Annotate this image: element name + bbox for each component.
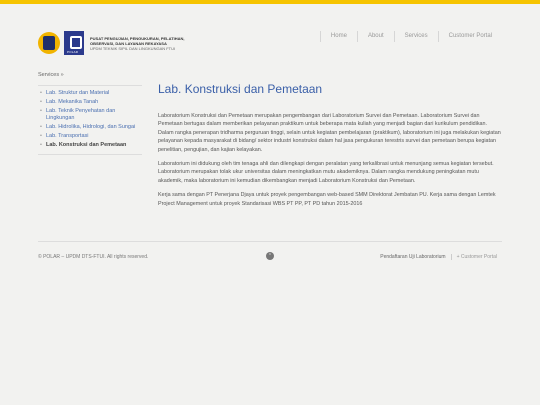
footer-links	[375, 254, 502, 260]
sidebar-item-konstruksi	[38, 141, 142, 150]
sidebar-title: Services »	[38, 72, 64, 78]
main-content	[158, 82, 502, 214]
sidebar-divider	[38, 85, 142, 86]
sidebar-link-konstruksi[interactable]: Lab. Konstruksi dan Pemetaan	[46, 142, 127, 148]
sidebar-list	[38, 89, 142, 150]
nav-customer-portal[interactable]: Customer Portal	[438, 31, 502, 42]
nav-services[interactable]: Services	[394, 31, 438, 42]
logo-line-2: OBSERVASI, DAN LAYANAN REKAYASA	[90, 40, 167, 46]
main-nav	[320, 31, 502, 42]
polar-logo-icon	[64, 31, 84, 55]
sidebar-link-hidrolika[interactable]: Lab. Hidrolika, Hidrologi, dan Sungai	[46, 124, 136, 130]
university-seal-icon	[38, 32, 60, 54]
site-footer	[38, 250, 502, 264]
logo-line-1: PUSAT PENGUJIAN, PENGUKURAN, PELATIHAN,	[90, 35, 185, 41]
polar-logo-label: POLAR	[67, 50, 79, 54]
sidebar-link-mekanika-tanah[interactable]: Lab. Mekanika Tanah	[46, 99, 99, 105]
sidebar-item-struktur	[38, 89, 142, 98]
site-header	[0, 4, 540, 54]
nav-home[interactable]: Home	[320, 31, 357, 42]
sidebar	[38, 72, 142, 155]
content-paragraph-2: Laboratorium ini didukung oleh tim tenaga ahli dan dilengkapi dengan peralatan yang terkalibrasi untuk menunjang semua kegiatan tersebut. Laboratorium merupakan tolak ukur universitas dalam meningkatkan mutu akademiknya. Dalam rangka mendukung peningkatan mutu akademik, maka laboratorium ini kemudian dikembangkan menjadi Laboratorium Konstruksi dan Pemetaan.	[158, 161, 494, 184]
sidebar-link-struktur[interactable]: Lab. Struktur dan Material	[46, 90, 110, 96]
nav-about[interactable]: About	[357, 31, 394, 42]
sidebar-bottom-divider	[38, 154, 142, 155]
logo-line-3: UPDM TEKNIK SIPIL DAN LINGKUNGAN FTUI	[90, 45, 176, 51]
sidebar-link-penyehatan[interactable]: Lab. Teknik Penyehatan dan Lingkungan	[46, 108, 116, 121]
page-title: Lab. Konstruksi dan Pemetaan	[158, 82, 323, 96]
footer-link-pendaftaran[interactable]: Pendaftaran Uji Laboratorium	[380, 254, 446, 260]
site-logo[interactable]	[38, 30, 185, 56]
content-paragraph-3: Kerja sama dengan PT Penerjana Djaya untuk proyek pengembangan web-based SMM Direktorat Jembatan PU. Kerja sama dengan Lemtek Project Management untuk proyek Standarisasi WBS PT PP, PT PD tahun 2015-2016	[158, 192, 496, 207]
sidebar-link-transportasi[interactable]: Lab. Transportasi	[46, 133, 89, 139]
arrow-up-icon[interactable]: ⌃	[267, 253, 273, 259]
footer-link-customer-portal[interactable]: + Customer Portal	[451, 254, 502, 260]
sidebar-item-penyehatan	[38, 107, 142, 123]
content-paragraph-1: Laboratorium Konstruksi dan Pemetaan merupakan pengembangan dari Laboratorium Survei dan Pemetaan. Laboratorium Survei dan Pemetaan bertugas dalam memberikan pelayanan praktikum untuk beberapa mata kuliah yang menjadi bagian dari kurikulum pendidikan. Dalam rangka penerapan tridharma perguruan tinggi, selain untuk kegiatan pembelajaran (praktikum), laboratorium ini juga melakukan kegiatan pelayanan kepada masyarakat di bidang/ sektor industri konstruksi dalam hal jasa pengukuran terestris survei dan pemetaan berupa kegiatan penelitian, pengujian, dan kajian kelayakan.	[158, 113, 501, 153]
sidebar-item-hidrolika	[38, 123, 142, 132]
sidebar-item-transportasi	[38, 132, 142, 141]
sidebar-item-mekanika-tanah	[38, 98, 142, 107]
footer-divider	[38, 241, 502, 242]
logo-text	[90, 36, 185, 51]
copyright-text: © POLAR – UPDM DTS-FTUI. All rights reserved.	[38, 254, 149, 260]
